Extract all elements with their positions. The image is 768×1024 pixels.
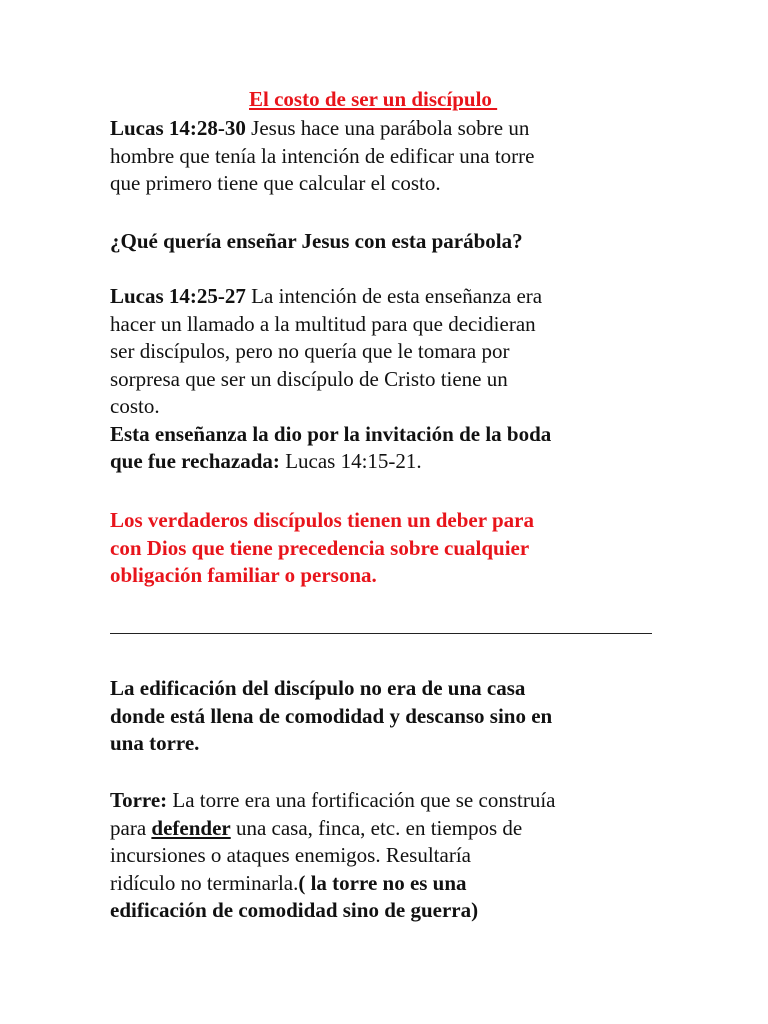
paragraph-disciple-building <box>110 675 552 758</box>
text-segment: La torre era una fortificación que se construía <box>167 788 556 812</box>
text-line: obligación familiar o persona. <box>110 563 377 587</box>
text-line <box>110 448 551 476</box>
text-line: incursiones o ataques enemigos. Resultaría <box>110 843 471 867</box>
text-line: sorpresa que ser un discípulo de Cristo tiene un <box>110 366 508 391</box>
bible-reference: Lucas 14:25-27 <box>110 284 246 308</box>
text-line: donde está llena de comodidad y descanso sino en <box>110 703 553 728</box>
text-line <box>110 870 555 898</box>
text-line: La edificación del discípulo no era de una casa <box>110 676 526 700</box>
text-line: Los verdaderos discípulos tienen un deber para <box>110 508 534 532</box>
bible-reference: Lucas 14:15-21. <box>279 449 422 473</box>
text-segment: para <box>110 815 152 840</box>
text-line: hombre que tenía la intención de edificar una torre <box>110 143 535 168</box>
question-heading: ¿Qué quería enseñar Jesus con esta parábola? <box>110 229 523 253</box>
text-line <box>110 787 555 815</box>
paragraph-tower-definition <box>110 787 555 925</box>
text-segment: La intención de esta enseñanza era <box>245 284 543 308</box>
paragraph-teaching-intent <box>110 283 551 476</box>
term-label: Torre: <box>110 788 168 812</box>
text-segment: que fue rechazada: <box>110 449 280 473</box>
emphasized-word: defender <box>151 815 231 840</box>
bible-reference: Lucas 14:28-30 <box>110 116 246 140</box>
text-line: ser discípulos, pero no quería que le tomara por <box>110 339 510 363</box>
text-line: una torre. <box>110 731 200 755</box>
horizontal-divider <box>110 633 652 634</box>
text-segment: ridículo no terminarla. <box>110 870 299 895</box>
text-line <box>110 115 534 143</box>
text-line: costo. <box>110 394 160 418</box>
text-line: hacer un llamado a la multitud para que decidieran <box>110 311 536 336</box>
text-line: con Dios que tiene precedencia sobre cualquier <box>110 535 530 560</box>
text-line: Esta enseñanza la dio por la invitación de la boda <box>110 421 552 446</box>
document-title: El costo de ser un discípulo <box>249 87 498 111</box>
paragraph-parable-intro <box>110 115 534 198</box>
text-segment: una casa, finca, etc. en tiempos de <box>230 815 523 840</box>
text-line <box>110 283 551 311</box>
text-segment: Jesus hace una parábola sobre un <box>245 116 530 140</box>
highlighted-statement <box>110 507 534 590</box>
text-segment: ( la torre no es una <box>298 870 467 895</box>
text-line: que primero tiene que calcular el costo. <box>110 171 441 195</box>
text-line: edificación de comodidad sino de guerra) <box>110 898 479 922</box>
text-line <box>110 815 555 843</box>
